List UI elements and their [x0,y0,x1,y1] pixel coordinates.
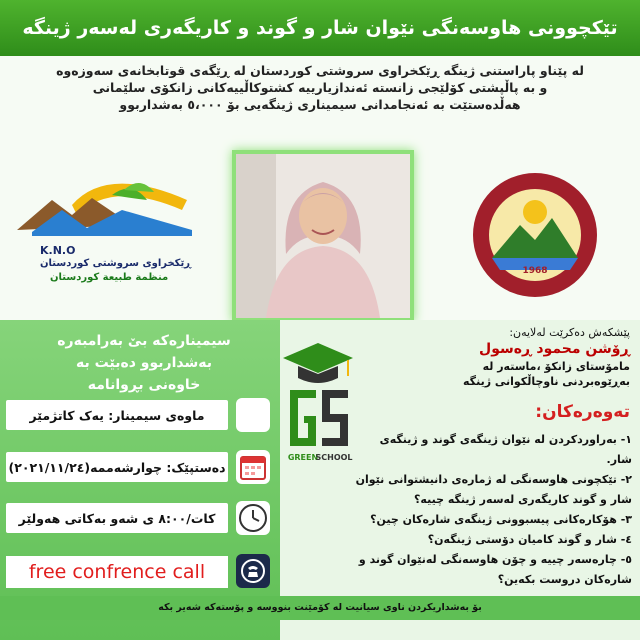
phone-icon [236,554,270,588]
seal-year: 1968 [522,266,548,276]
presenter-info [360,326,630,389]
free-seminar-line: بەشداربوو دەبێت بە [76,355,212,371]
logo-green-text: GREEN [287,453,319,462]
axis-item: ٥- چارەسەر چییە و چۆن هاوسەنگی لەنێوان گوند و شارەکان دروست بکەین؟ [358,553,632,586]
free-seminar-note [24,330,264,396]
intro-line: هەڵدەستێت بە ئەنجامدانی سیمیناری ژینگەیی بۆ ٥،٠٠٠ بەشداربوو [119,97,521,112]
axes-list [354,430,632,590]
axis-item: ١- بەراوردکردن لە نێوان ژینگەی گوند و ژینگەی شار. [379,433,632,466]
presenter-name: ڕۆشن محمود ڕەسول [479,341,630,357]
presenter-photo [232,150,414,322]
intro-line: لە پێناو پاراستنی ژینگە ڕێکخراوی سروشتی کوردستان لە ڕێگەی قوتابخانەی سەوزەوە [56,63,584,78]
presenter-role-line: مامۆستای زانکۆ ،ماستەر لە [482,360,630,373]
axes-title: تەوەرەکان: [535,402,630,422]
axis-item: ٣- هۆکارەکانی پیسبوونی ژینگەی شارەکان چین؟ [370,513,632,526]
college-seal [470,170,600,300]
platform-box: free confrence call [6,556,228,588]
intro-text [40,62,600,113]
kno-abbr: K.N.O [40,244,76,257]
free-seminar-line: سیمینارەکە بێ بەرامبەرە [57,333,231,349]
axis-item: ٢- تێکچونی هاوسەنگی لە ژمارەی دانیشتوانی نێوان شار و گوند کاریگەری لەسەر ژینگە چییە؟ [355,473,632,506]
calendar-box [236,398,270,432]
page-title: تێکچوونی هاوسەنگی نێوان شار و گوند و کاریگەری لەسەر ژینگە [22,17,618,39]
calendar-icon [236,450,270,484]
free-seminar-line: خاوەنی بڕوانامە [87,377,201,393]
clock-icon [236,501,270,535]
green-school-logo [278,328,358,478]
presenter-by: پێشکەش دەکرێت لەلایەن: [509,326,630,339]
time-box: کات/٨:٠٠ ی شەو بەکاتی هەولێر [6,503,228,533]
presenter-portrait [236,154,410,318]
duration-box: ماوەی سیمینار: یەک کاتژمێر [6,400,228,430]
page-header [0,0,640,56]
intro-line: و بە پاڵپشتی کۆلێجی زانستە ئەندازیارییە کشتوکاڵییەکانی زانکۆی سلێمانی [92,80,548,95]
axis-item: ٤- شار و گوند کامیان دۆستی ژینگەن؟ [427,533,632,546]
participation-note: بۆ بەشداریکردن ناوی سیانیت لە کۆمێنت بنووسە و پۆستەکە شەیر بکە [0,596,640,620]
kno-emblem [12,170,202,250]
date-box: دەستپێک: چوارشەممە(٢٠٢١/١١/٢٤) [6,452,228,482]
logo-school-text: SCHOOL [315,453,353,462]
kno-name-ku: ڕێکخراوی سروشتی کوردستان [40,258,192,269]
presenter-role-line: بەڕێوەبردنی ناوچاڵکوانی ژینگە [463,375,630,388]
kno-name-ar: منظمة طبيعة كوردستان [50,272,169,283]
presenter-role [360,359,630,389]
